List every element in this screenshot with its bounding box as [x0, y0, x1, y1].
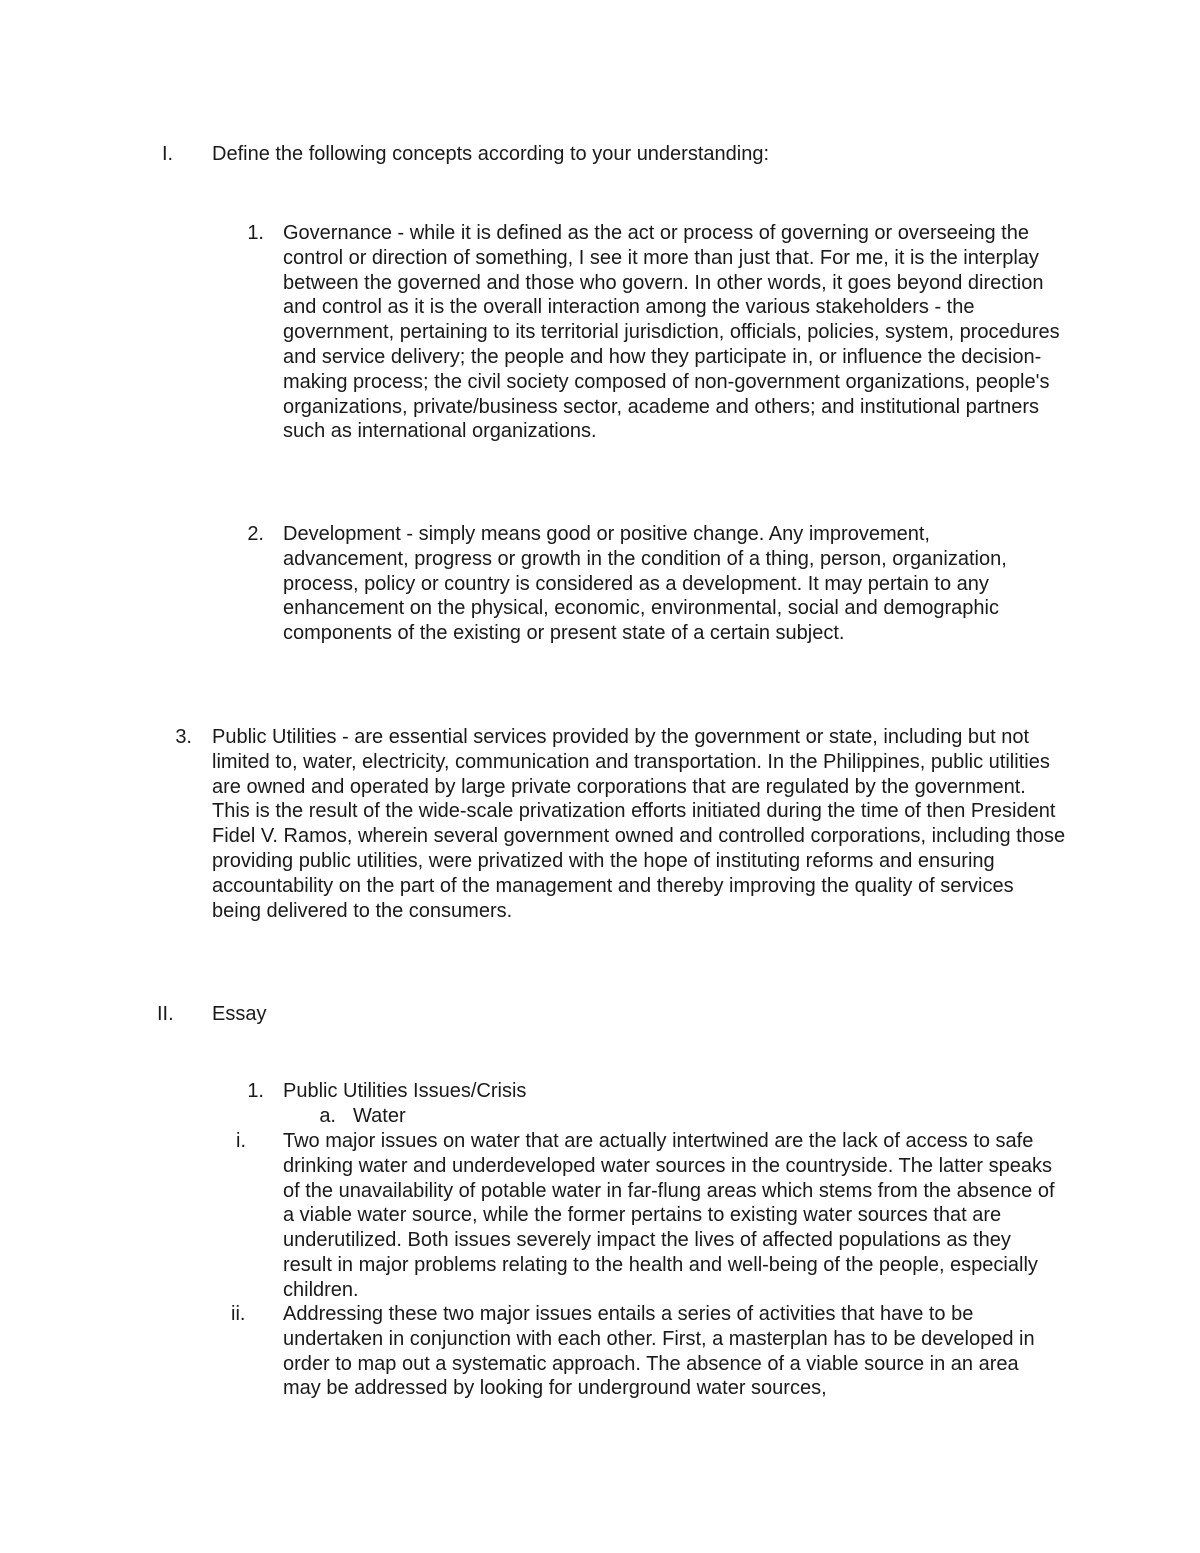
- essay-paragraph-text: Two major issues on water that are actually intertwined are the lack of access to safe drinking water and underdeveloped water sources in the countryside. The latter speaks of the unavailability of potable water in far-flung areas which stems from the absence of a viable water source, while the former pertains to existing water sources that are underutilized. Both issues severely impact the lives of affected populations as they result in major problems relating to the health and well-being of the people, especially children.: [283, 1130, 1055, 1301]
- list-marker: 2.: [247, 523, 264, 545]
- list-marker: 3.: [175, 726, 192, 748]
- essay-item-title: Public Utilities Issues/Crisis: [283, 1080, 527, 1102]
- list-marker: ii.: [231, 1303, 246, 1325]
- essay-paragraph-text: Addressing these two major issues entails a series of activities that have to be undertaken in conjunction with each other. First, a masterplan has to be developed in order to map out a systematic approach. The absence of a viable source in an area may be addressed by looking for underground water sources,: [283, 1303, 1035, 1400]
- definition-text: Governance - while it is defined as the act or process of governing or overseeing the control or direction of something, I see it more than just that. For me, it is the interplay between the governed and those who govern. In other words, it goes beyond direction and control as it is the overall interaction among the various stakeholders - the government, pertaining to its territorial jurisdiction, officials, policies, system, procedures and service delivery; the people and how they participate in, or influence the decision-making process; the civil society composed of non-government organizations, people's organizations, private/business sector, academe and others; and institutional partners such as international organizations.: [283, 222, 1060, 443]
- section-2-heading: Essay: [212, 1003, 267, 1025]
- list-marker: 1.: [247, 1080, 264, 1102]
- list-marker: a.: [319, 1105, 336, 1127]
- essay-subitem-title: Water: [353, 1105, 406, 1127]
- section-1-numeral: I.: [162, 143, 174, 165]
- list-marker: 1.: [247, 222, 264, 244]
- section-1-heading: Define the following concepts according to your understanding:: [212, 143, 770, 165]
- section-2-numeral: II.: [157, 1003, 174, 1025]
- definition-text: Public Utilities - are essential services provided by the government or state, including but not limited to, water, electricity, communication and transportation. In the Philippines, public utilities are owned and operated by large private corporations that are regulated by the government. This is the result of the wide-scale privatization efforts initiated during the time of then President Fidel V. Ramos, wherein several government owned and controlled corporations, including those providing public utilities, were privatized with the hope of instituting reforms and ensuring accountability on the part of the management and thereby improving the quality of services being delivered to the consumers.: [212, 726, 1066, 922]
- definition-text: Development - simply means good or positive change. Any improvement, advancement, progress or growth in the condition of a thing, person, organization, process, policy or country is considered as a development. It may pertain to any enhancement on the physical, economic, environmental, social and demographic components of the existing or present state of a certain subject.: [283, 523, 1007, 645]
- list-marker: i.: [236, 1130, 246, 1152]
